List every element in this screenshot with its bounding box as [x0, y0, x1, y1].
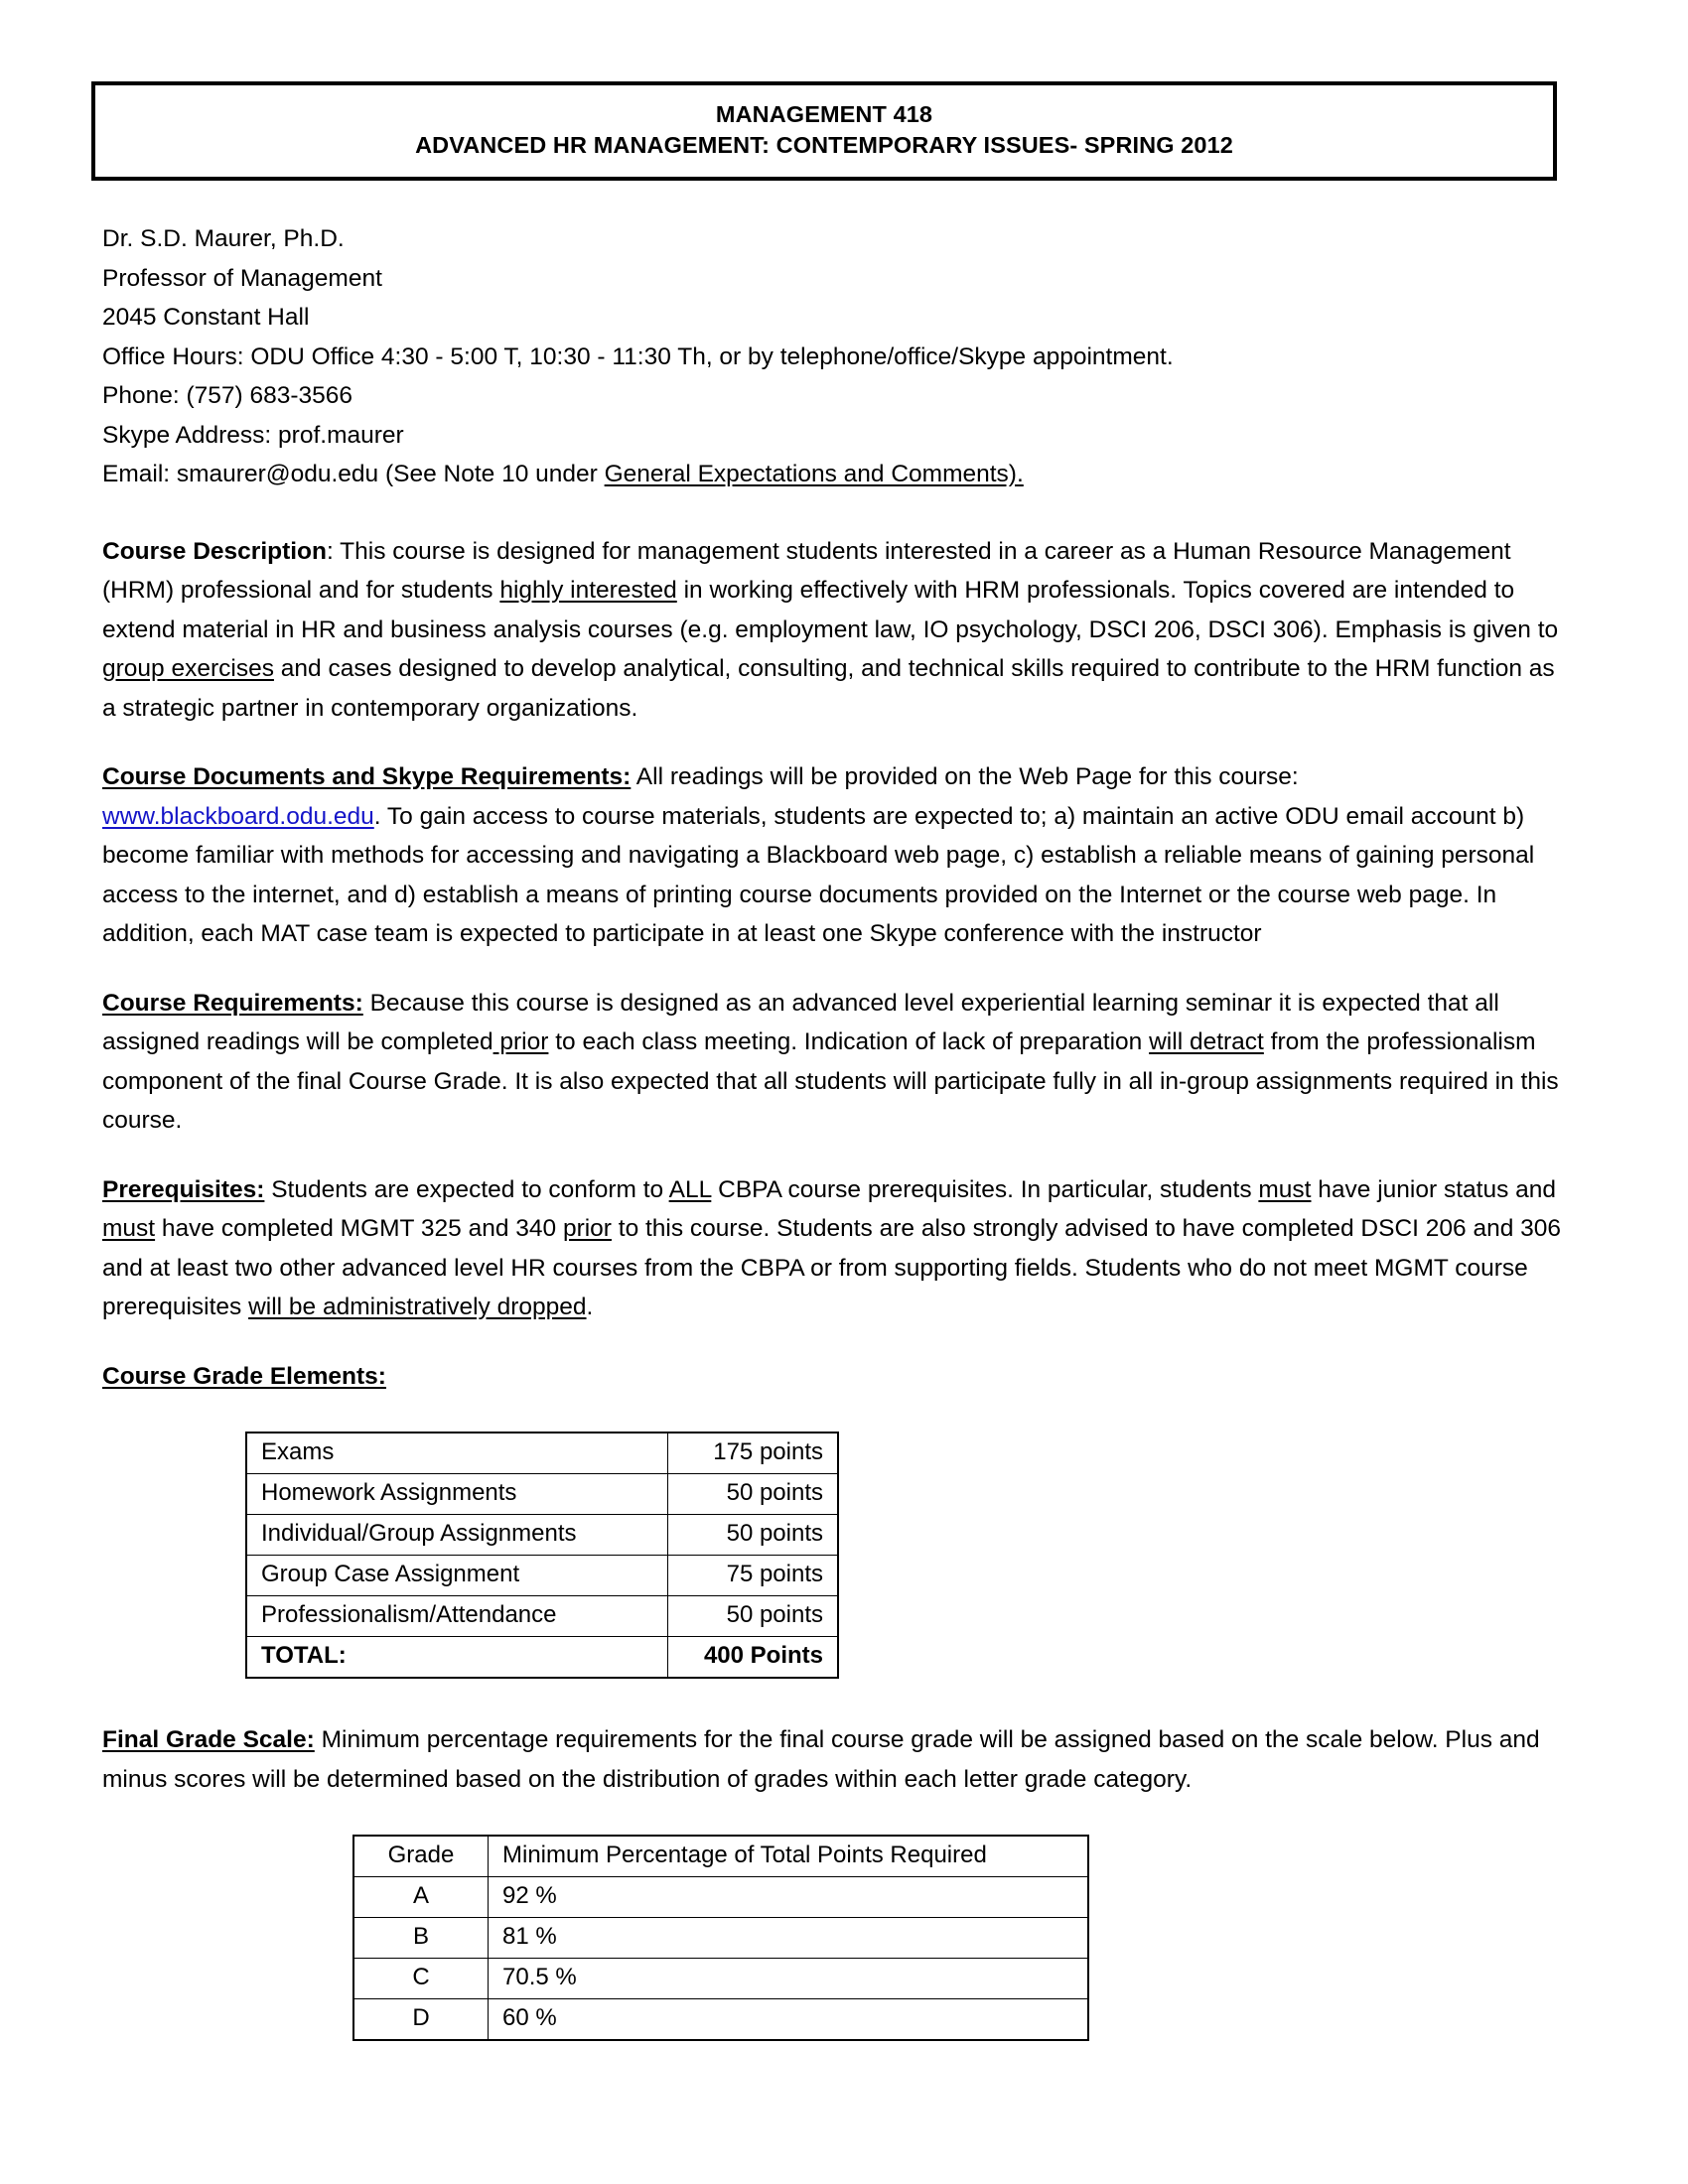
grade-elements-table-body [246, 1433, 838, 1678]
course-title-box [92, 82, 1556, 180]
grade-element-item: Individual/Group Assignments [246, 1515, 668, 1556]
grade-scale-grade: B [353, 1918, 489, 1959]
instructor-name: Dr. S.D. Maurer, Ph.D. [102, 225, 345, 252]
group-exercises-emphasis: group exercises [102, 655, 274, 682]
final-grade-scale-paragraph [102, 1720, 1572, 1799]
instructor-contact-block [102, 219, 1572, 494]
course-documents-text-2: . To gain access to course materials, students are expected to; a) maintain an active ODU email account b) become familiar with methods for accessing and navigating a Blackboard web page, c) establish a reliable means of gaining personal access to the internet, and d) establish a means of printing course documents provided on the Internet or the course web page. In addition, each MAT case team is expected to participate in at least one Skype conference with the instructor [102, 802, 1535, 947]
will-detract-emphasis: will detract [1149, 1028, 1264, 1055]
administratively-dropped-emphasis: will be administratively dropped [248, 1294, 587, 1320]
grade-scale-percentage: 81 % [489, 1918, 1089, 1959]
instructor-skype: Skype Address: prof.maurer [102, 421, 404, 449]
grade-scale-grade: A [353, 1877, 489, 1918]
highly-interested-emphasis: highly interested [499, 577, 677, 604]
prerequisites-heading: Prerequisites: [102, 1175, 265, 1203]
course-documents-text-1: All readings will be provided on the Web Page for this course: [631, 763, 1299, 790]
grade-elements-total-label: TOTAL: [246, 1637, 668, 1679]
prerequisites-text-1: Students are expected to conform to [264, 1175, 669, 1203]
prerequisites-text-3: have junior status and [1311, 1175, 1557, 1203]
table-row-total [246, 1637, 838, 1679]
table-row [246, 1515, 838, 1556]
prerequisites-text-2: CBPA course prerequisites. In particular, students [711, 1175, 1259, 1203]
table-row [353, 1959, 1088, 1999]
prerequisites-text-4: have completed MGMT 325 and 340 [155, 1215, 563, 1242]
grade-element-points: 50 points [668, 1515, 838, 1556]
spacer [102, 1327, 1572, 1357]
general-expectations-reference: General Expectations and Comments). [604, 461, 1024, 487]
grade-element-item: Exams [246, 1433, 668, 1474]
course-documents-heading: Course Documents and Skype Requirements: [102, 763, 632, 790]
course-description-text-2: in working effectively with HRM professionals. Topics covered are intended to extend material in HR and business analysis courses (e.g. employment law, IO psychology, DSCI 206, DSCI 306). Emphasis is given to [102, 577, 1559, 643]
must-emphasis-2: must [102, 1215, 156, 1242]
grade-element-points: 50 points [668, 1596, 838, 1637]
table-row [353, 1918, 1088, 1959]
grade-element-points: 75 points [668, 1556, 838, 1596]
grade-elements-table-wrap [245, 1432, 1572, 1679]
grade-elements-table [245, 1432, 839, 1679]
grade-scale-percentage: 60 % [489, 1999, 1089, 2041]
instructor-phone: Phone: (757) 683-3566 [102, 382, 352, 409]
spacer [102, 1141, 1572, 1170]
grade-scale-table-body [353, 1836, 1088, 2040]
course-description-heading: Course Description [102, 537, 327, 565]
grade-scale-percentage: 70.5 % [489, 1959, 1089, 1999]
instructor-position: Professor of Management [102, 264, 382, 292]
spacer [102, 494, 1572, 532]
final-grade-scale-text: Minimum percentage requirements for the final course grade will be assigned based on the scale below. Plus and minus scores will be determined based on the distribution of grades within each letter grade category. [102, 1726, 1540, 1793]
final-grade-scale-heading: Final Grade Scale: [102, 1726, 315, 1753]
table-row [246, 1596, 838, 1637]
instructor-address: 2045 Constant Hall [102, 304, 310, 331]
table-row [246, 1556, 838, 1596]
table-row [246, 1433, 838, 1474]
must-emphasis-1: must [1258, 1175, 1312, 1203]
course-grade-elements-heading-block [102, 1357, 1572, 1397]
table-row [246, 1474, 838, 1515]
grade-scale-percentage: 92 % [489, 1877, 1089, 1918]
course-requirements-heading: Course Requirements: [102, 989, 363, 1017]
course-requirements-text-1: Because this course is designed as an advanced level experiential learning seminar it is expected that all assigned readings will be completed [102, 989, 1499, 1055]
grade-element-item: Homework Assignments [246, 1474, 668, 1515]
grade-elements-total-points: 400 Points [668, 1637, 838, 1679]
course-number-title: MANAGEMENT 418 [715, 101, 933, 127]
grade-element-points: 175 points [668, 1433, 838, 1474]
blackboard-url-link[interactable]: www.blackboard.odu.edu [102, 802, 374, 830]
table-row [353, 1999, 1088, 2041]
email-text: Email: smaurer@odu.edu (See Note 10 under [102, 461, 605, 487]
course-requirements-text-3: from the professionalism component of the final Course Grade. It is also expected that all students will participate fully in all in-group assignments required in this course. [102, 1028, 1559, 1134]
spacer [102, 954, 1572, 984]
grade-scale-table [352, 1835, 1089, 2041]
course-name-title: ADVANCED HR MANAGEMENT: CONTEMPORARY ISSUES- SPRING 2012 [415, 132, 1233, 158]
document-content [102, 0, 1572, 2041]
course-requirements-paragraph [102, 984, 1572, 1141]
prerequisites-paragraph [102, 1170, 1572, 1327]
table-header-row [353, 1836, 1088, 1877]
course-description-text-3: and cases designed to develop analytical, consulting, and technical skills required to contribute to the HRM function as a strategic partner in contemporary organizations. [102, 655, 1555, 722]
all-emphasis: ALL [668, 1175, 712, 1203]
instructor-email-line [102, 455, 1572, 494]
grade-scale-grade: C [353, 1959, 489, 1999]
grade-element-points: 50 points [668, 1474, 838, 1515]
prerequisites-text-5: to this course. Students are also strongly advised to have completed DSCI 206 and 306 and at least two other advanced level HR courses from the CBPA or from supporting fields. Students who do not meet MGMT course prerequisites [102, 1215, 1562, 1320]
course-requirements-text-2: to each class meeting. Indication of lack of preparation [548, 1028, 1150, 1055]
prior-emphasis-2: prior [562, 1215, 612, 1242]
grade-scale-column-header-percentage: Minimum Percentage of Total Points Required [489, 1836, 1089, 1877]
table-row [353, 1877, 1088, 1918]
course-description-text-1: : This course is designed for management students interested in a career as a Human Resource Management (HRM) professional and for students [102, 537, 1511, 604]
grade-scale-grade: D [353, 1999, 489, 2041]
grade-scale-table-wrap [352, 1835, 1572, 2041]
spacer [102, 728, 1572, 757]
grade-scale-column-header-grade: Grade [353, 1836, 489, 1877]
course-documents-paragraph [102, 757, 1572, 954]
prerequisites-text-6: . [586, 1294, 594, 1320]
course-description-paragraph [102, 532, 1572, 729]
grade-element-item: Group Case Assignment [246, 1556, 668, 1596]
spacer [102, 1679, 1572, 1720]
course-grade-elements-heading: Course Grade Elements: [102, 1362, 386, 1390]
instructor-office-hours: Office Hours: ODU Office 4:30 - 5:00 T, 10:30 - 11:30 Th, or by telephone/office/Skype appointment. [102, 342, 1174, 370]
prior-emphasis: prior [492, 1028, 549, 1055]
grade-element-item: Professionalism/Attendance [246, 1596, 668, 1637]
